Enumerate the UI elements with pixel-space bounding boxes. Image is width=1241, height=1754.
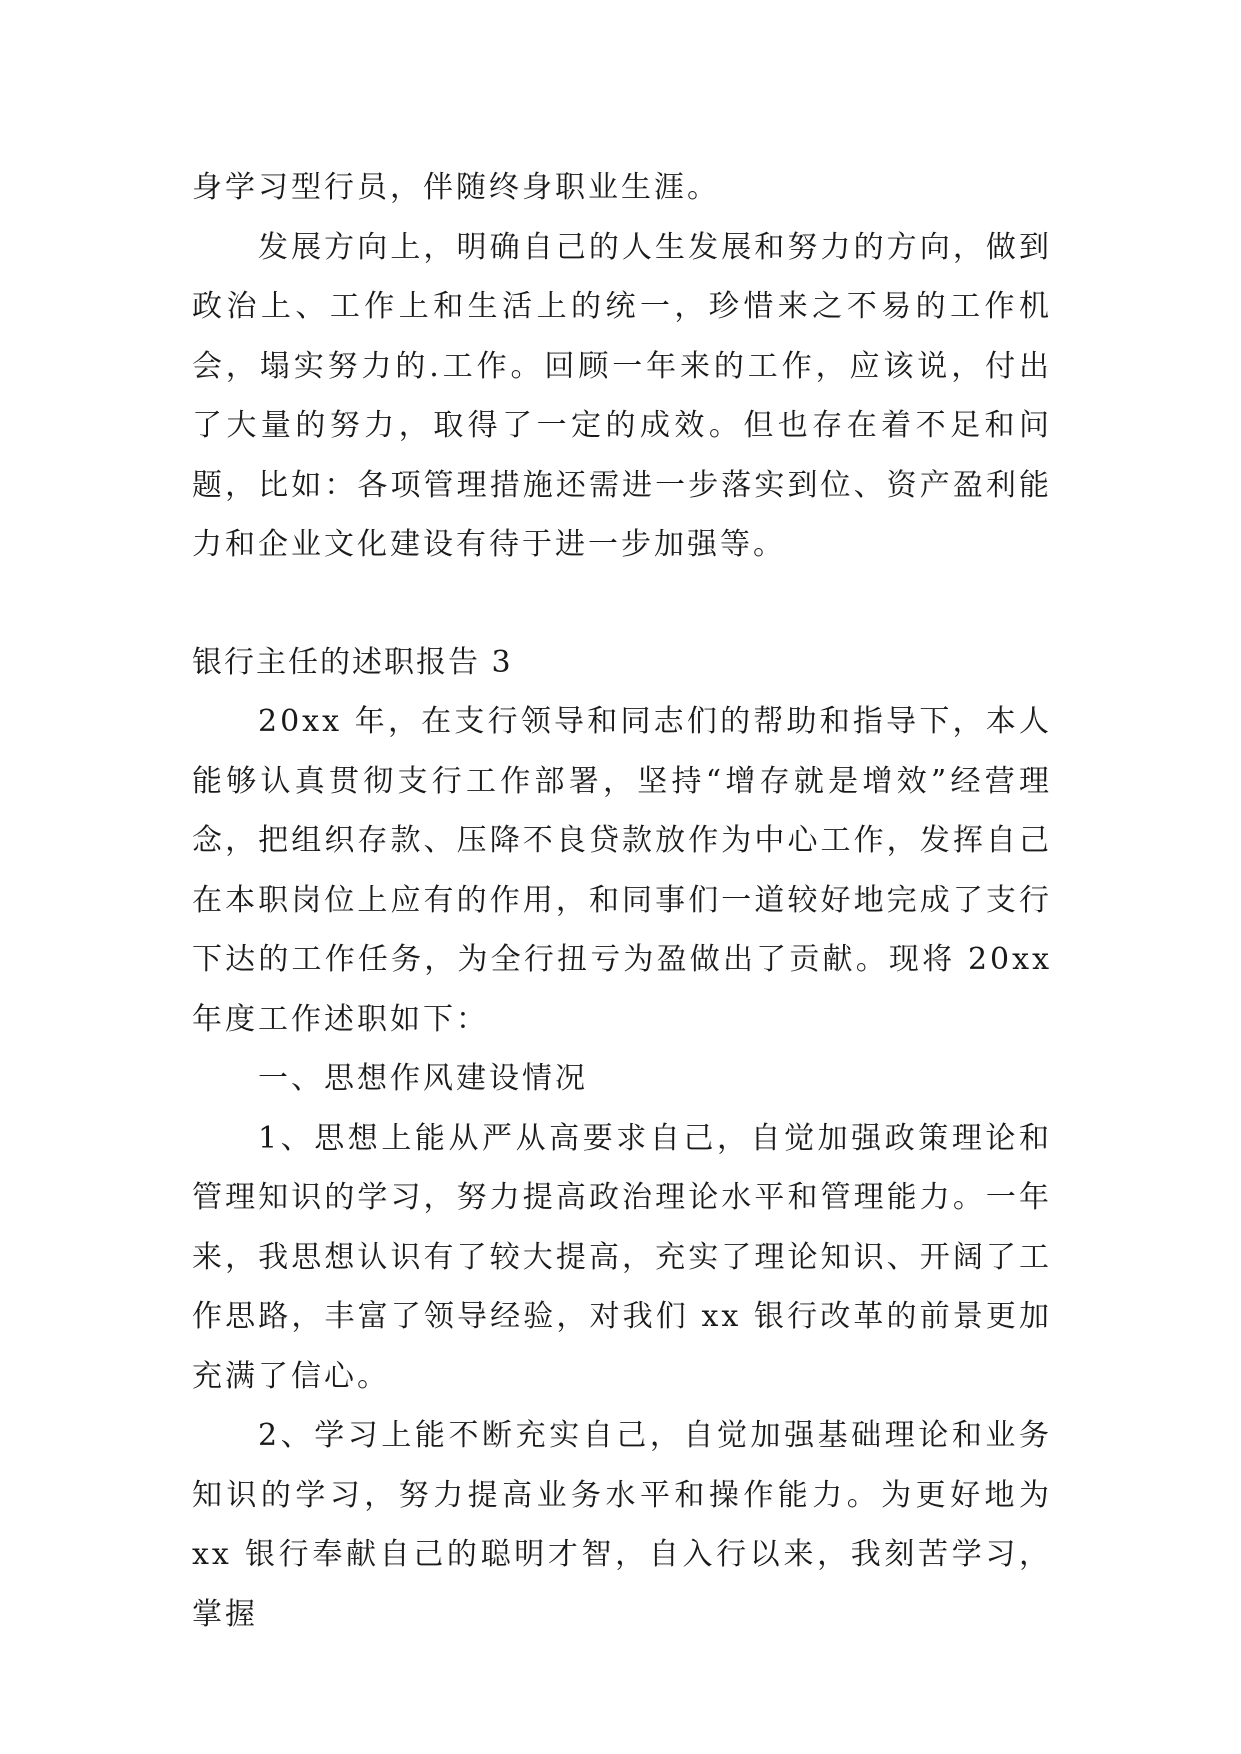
paragraph-development-direction: 发展方向上，明确自己的人生发展和努力的方向，做到政治上、工作上和生活上的统一，珍惜来之不易的工作机会，塌实努力的.工作。回顾一年来的工作，应该说，付出了大量的努力，取得了一定的成效。但也存在着不足和问题，比如：各项管理措施还需进一步落实到位、资产盈利能力和企业文化建设有待于进一步加强等。 [192,229,1052,562]
document-body [192,158,1052,1644]
subheading-ideology: 一、思想作风建设情况 [258,1061,588,1096]
section-title: 银行主任的述职报告 3 [192,644,513,680]
paragraph-point-2: 2、学习上能不断充实自己，自觉加强基础理论和业务知识的学习，努力提高业务水平和操作能力。为更好地为 xx 银行奉献自己的聪明才智，自入行以来，我刻苦学习，掌握 [192,1418,1052,1632]
paragraph-point-1: 1、思想上能从严从高要求自己，自觉加强政策理论和管理知识的学习，努力提高政治理论水平和管理能力。一年来，我思想认识有了较大提高，充实了理论知识、开阔了工作思路，丰富了领导经验，对我们 xx 银行改革的前景更加充满了信心。 [192,1120,1052,1394]
paragraph-continuation: 身学习型行员，伴随终身职业生涯。 [192,170,720,205]
paragraph-intro: 20xx 年，在支行领导和同志们的帮助和指导下，本人能够认真贯彻支行工作部署，坚持“增存就是增效”经营理念，把组织存款、压降不良贷款放作为中心工作，发挥自己在本职岗位上应有的作用，和同事们一道较好地完成了支行下达的工作任务，为全行扭亏为盈做出了贡献。现将 20xx 年度工作述职如下： [192,704,1052,1037]
